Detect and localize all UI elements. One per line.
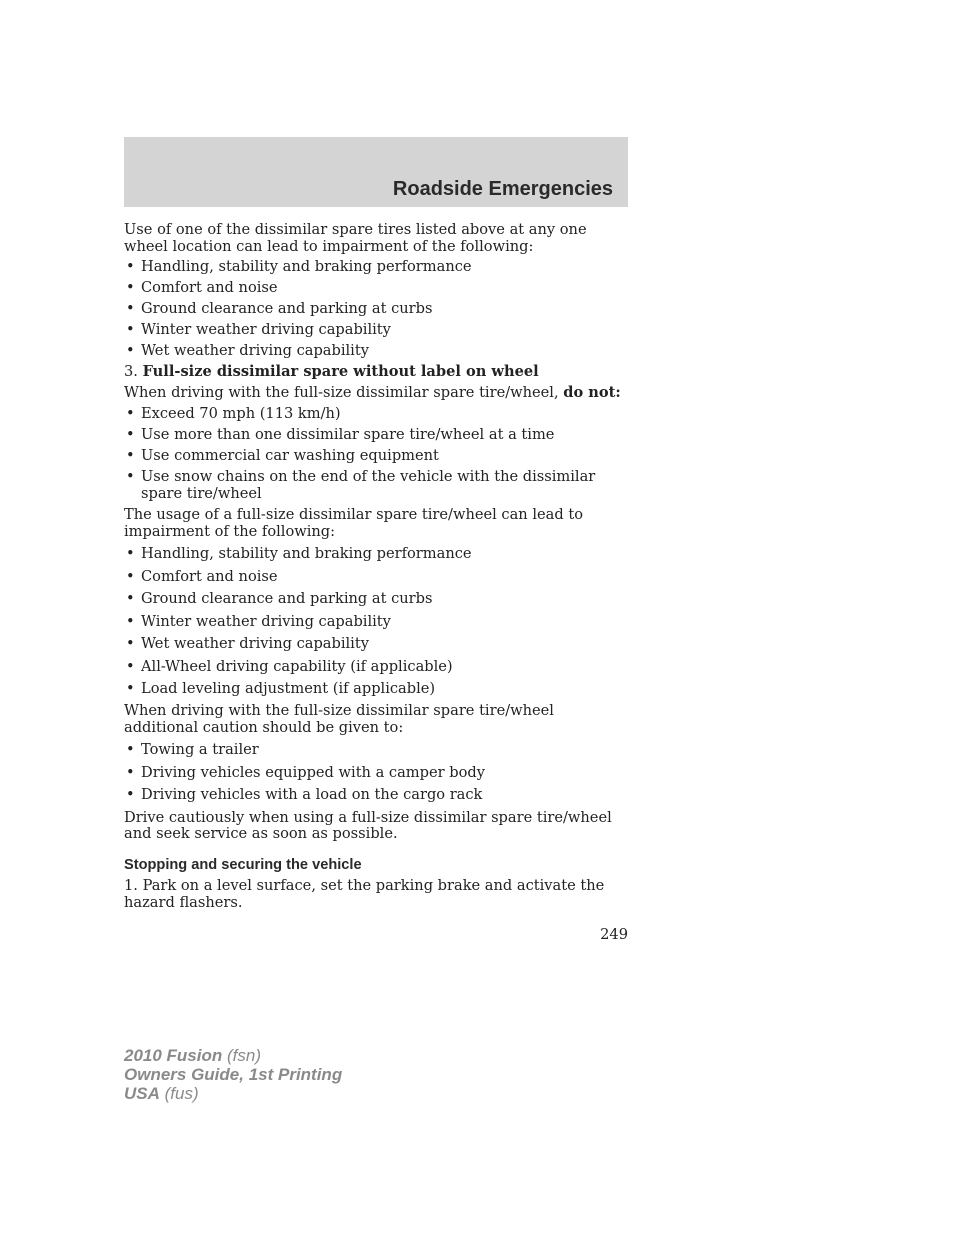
list-item: • Winter weather driving capability (124, 322, 628, 339)
list-item: • Towing a trailer (124, 742, 628, 759)
footer-line-3 (124, 1084, 342, 1103)
list-item: • Ground clearance and parking at curbs (124, 591, 628, 608)
list-item: • Load leveling adjustment (if applicable) (124, 681, 628, 698)
list-item: • Use more than one dissimilar spare tire/wheel at a time (124, 427, 628, 444)
page-content (124, 222, 628, 911)
item3-heading-line (124, 364, 628, 381)
caution-list (124, 742, 628, 804)
list-item: • Handling, stability and braking performance (124, 546, 628, 563)
item3-heading: Full-size dissimilar spare without label on wheel (142, 363, 539, 380)
drive-paragraph: Drive cautiously when using a full-size dissimilar spare tire/wheel and seek service as soon as possible. (124, 808, 612, 842)
footer-model: 2010 Fusion (124, 1046, 223, 1065)
donot-prefix: When driving with the full-size dissimilar spare tire/wheel, (124, 384, 559, 401)
document-footer (124, 1046, 342, 1103)
impairment-list-2 (124, 546, 628, 698)
list-item: • Wet weather driving capability (124, 343, 628, 360)
usage-paragraph: The usage of a full-size dissimilar spare tire/wheel can lead to impairment of the following: (124, 506, 583, 540)
step-1: 1. Park on a level surface, set the parking brake and activate the hazard flashers. (124, 877, 605, 911)
intro-paragraph: Use of one of the dissimilar spare tires listed above at any one wheel location can lead to impairment of the following: (124, 221, 587, 255)
list-item: • Wet weather driving capability (124, 636, 628, 653)
footer-line-1 (124, 1046, 342, 1065)
caution-paragraph: When driving with the full-size dissimilar spare tire/wheel additional caution should be given to: (124, 702, 554, 736)
footer-model-code: (fsn) (227, 1046, 261, 1065)
list-item: • Use commercial car washing equipment (124, 448, 628, 465)
list-item: • Winter weather driving capability (124, 614, 628, 631)
list-item: • Driving vehicles with a load on the cargo rack (124, 787, 628, 804)
donot-bold: do not: (563, 384, 621, 401)
page-number: 249 (600, 926, 628, 943)
donot-list (124, 406, 628, 502)
footer-line-2: Owners Guide, 1st Printing (124, 1065, 343, 1084)
footer-region: USA (124, 1084, 160, 1103)
subsection-heading: Stopping and securing the vehicle (124, 856, 362, 873)
list-item: • Comfort and noise (124, 280, 628, 297)
item3-number: 3. (124, 363, 138, 380)
section-header-band (124, 137, 628, 207)
footer-region-code: (fus) (164, 1084, 199, 1103)
list-item: • Comfort and noise (124, 569, 628, 586)
list-item: • All-Wheel driving capability (if applicable) (124, 659, 628, 676)
list-item: • Ground clearance and parking at curbs (124, 301, 628, 318)
list-item: • Use snow chains on the end of the vehicle with the dissimilar spare tire/wheel (124, 469, 628, 502)
list-item: • Driving vehicles equipped with a camper body (124, 765, 628, 782)
section-title: Roadside Emergencies (392, 178, 613, 200)
list-item: • Handling, stability and braking performance (124, 259, 628, 276)
list-item: • Exceed 70 mph (113 km/h) (124, 406, 628, 423)
donot-paragraph (124, 385, 628, 402)
impairment-list-1 (124, 259, 628, 360)
